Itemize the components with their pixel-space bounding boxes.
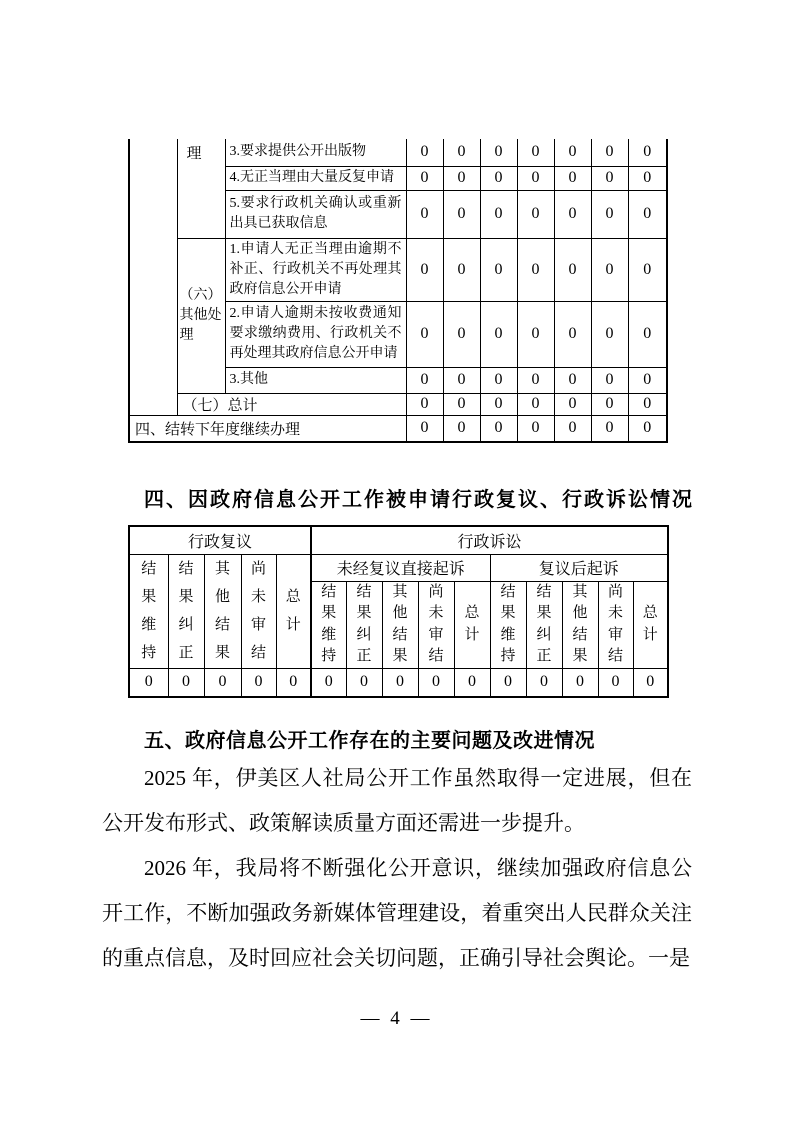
value-cell: 0 — [517, 166, 554, 190]
value-cell: 0 — [480, 139, 517, 166]
reconsideration-header: 行政复议 — [129, 526, 311, 554]
column-label: 总计 — [276, 554, 311, 668]
column-label: 总计 — [454, 581, 490, 668]
value-cell: 0 — [443, 166, 480, 190]
column-label: 结果纠正 — [346, 581, 382, 668]
row-group-label-continued: 理 — [177, 139, 225, 238]
value-cell: 0 — [633, 668, 668, 697]
value-cell: 0 — [554, 367, 591, 393]
value-cell: 0 — [628, 238, 667, 301]
value-cell: 0 — [554, 139, 591, 166]
row-label: 2.申请人逾期未按收费通知要求缴纳费用、行政机关不再处理其政府信息公开申请 — [225, 301, 406, 367]
value-cell: 0 — [406, 301, 443, 367]
section-title-5: 五、政府信息公开工作存在的主要问题及改进情况 — [144, 730, 595, 752]
value-cell: 0 — [517, 367, 554, 393]
carryover-row-label: 四、结转下年度继续办理 — [129, 415, 406, 442]
value-cell: 0 — [480, 415, 517, 442]
applications-handling-table — [128, 139, 668, 443]
column-label: 尚未审结 — [418, 581, 454, 668]
value-cell: 0 — [591, 190, 628, 238]
value-cell: 0 — [406, 415, 443, 442]
value-cell: 0 — [591, 367, 628, 393]
value-cell: 0 — [628, 393, 667, 415]
table-row — [129, 393, 667, 415]
value-cell: 0 — [628, 301, 667, 367]
value-cell: 0 — [517, 301, 554, 367]
column-label: 结果维持 — [129, 554, 168, 668]
value-cell: 0 — [517, 190, 554, 238]
value-cell: 0 — [517, 238, 554, 301]
value-cell: 0 — [241, 668, 276, 697]
value-cell: 0 — [490, 668, 526, 697]
value-cell: 0 — [443, 139, 480, 166]
litigation-header: 行政诉讼 — [311, 526, 668, 554]
column-label: 结果维持 — [311, 581, 346, 668]
value-cell: 0 — [562, 668, 598, 697]
value-cell: 0 — [628, 415, 667, 442]
direct-suit-header: 未经复议直接起诉 — [311, 554, 490, 581]
value-cell: 0 — [406, 166, 443, 190]
value-cell: 0 — [418, 668, 454, 697]
value-cell: 0 — [517, 415, 554, 442]
row-label: 5.要求行政机关确认或重新出具已获取信息 — [225, 190, 406, 238]
reconsideration-litigation-table — [128, 525, 669, 698]
column-label: 结果纠正 — [526, 581, 562, 668]
body-text — [102, 756, 692, 981]
column-label: 其他结果 — [562, 581, 598, 668]
value-cell: 0 — [554, 393, 591, 415]
value-cell: 0 — [591, 301, 628, 367]
table-row — [129, 526, 668, 554]
row-label: 3.要求提供公开出版物 — [225, 139, 406, 166]
value-cell: 0 — [526, 668, 562, 697]
value-cell: 0 — [454, 668, 490, 697]
value-cell: 0 — [204, 668, 241, 697]
value-cell: 0 — [591, 393, 628, 415]
value-cell: 0 — [480, 190, 517, 238]
column-label: 其他结果 — [204, 554, 241, 668]
value-cell: 0 — [443, 367, 480, 393]
page-number: — 4 — — [360, 1008, 433, 1029]
value-cell: 0 — [628, 190, 667, 238]
row-group-label: （六）其他处理 — [177, 238, 225, 393]
value-cell: 0 — [591, 238, 628, 301]
value-cell: 0 — [406, 190, 443, 238]
row-label: 3.其他 — [225, 367, 406, 393]
value-cell: 0 — [443, 393, 480, 415]
value-cell: 0 — [276, 668, 311, 697]
column-label: 结果维持 — [490, 581, 526, 668]
value-cell: 0 — [168, 668, 204, 697]
value-cell: 0 — [443, 415, 480, 442]
after-reconsideration-suit-header: 复议后起诉 — [490, 554, 668, 581]
column-label: 总计 — [633, 581, 668, 668]
table-row — [129, 554, 668, 581]
value-cell: 0 — [480, 301, 517, 367]
table-row — [129, 238, 667, 301]
value-cell: 0 — [480, 367, 517, 393]
value-cell: 0 — [517, 139, 554, 166]
row-label: 4.无正当理由大量反复申请 — [225, 166, 406, 190]
value-cell: 0 — [554, 190, 591, 238]
value-cell: 0 — [554, 301, 591, 367]
value-cell: 0 — [406, 238, 443, 301]
value-cell: 0 — [480, 393, 517, 415]
table-row — [129, 668, 668, 697]
value-cell: 0 — [480, 166, 517, 190]
value-cell: 0 — [129, 668, 168, 697]
value-cell: 0 — [628, 367, 667, 393]
section-title-4: 四、因政府信息公开工作被申请行政复议、行政诉讼情况 — [144, 489, 694, 511]
value-cell: 0 — [554, 166, 591, 190]
value-cell: 0 — [406, 367, 443, 393]
value-cell: 0 — [591, 139, 628, 166]
value-cell: 0 — [311, 668, 346, 697]
value-cell: 0 — [598, 668, 633, 697]
value-cell: 0 — [628, 139, 667, 166]
value-cell: 0 — [443, 301, 480, 367]
value-cell: 0 — [591, 415, 628, 442]
total-row-label: （七）总计 — [177, 393, 406, 415]
column-label: 尚未审结 — [241, 554, 276, 668]
column-label: 结果纠正 — [168, 554, 204, 668]
row-label: 1.申请人无正当理由逾期不补正、行政机关不再处理其政府信息公开申请 — [225, 238, 406, 301]
value-cell: 0 — [346, 668, 382, 697]
value-cell: 0 — [382, 668, 418, 697]
table-row — [129, 139, 667, 166]
value-cell: 0 — [443, 238, 480, 301]
value-cell: 0 — [591, 166, 628, 190]
value-cell: 0 — [554, 238, 591, 301]
value-cell: 0 — [554, 415, 591, 442]
spanning-empty-cell — [129, 139, 177, 415]
paragraph-2025: 2025 年，伊美区人社局公开工作虽然取得一定进展，但在公开发布形式、政策解读质量方面还需进一步提升。 — [102, 766, 692, 835]
table-row — [129, 415, 667, 442]
value-cell: 0 — [443, 190, 480, 238]
value-cell: 0 — [628, 166, 667, 190]
value-cell: 0 — [406, 393, 443, 415]
paragraph-2026: 2026 年，我局将不断强化公开意识，继续加强政府信息公开工作，不断加强政务新媒体管理建设，着重突出人民群众关注的重点信息，及时回应社会关切问题，正确引导社会舆论。一是 — [102, 856, 692, 970]
column-label: 其他结果 — [382, 581, 418, 668]
column-label: 尚未审结 — [598, 581, 633, 668]
value-cell: 0 — [480, 238, 517, 301]
value-cell: 0 — [517, 393, 554, 415]
value-cell: 0 — [406, 139, 443, 166]
